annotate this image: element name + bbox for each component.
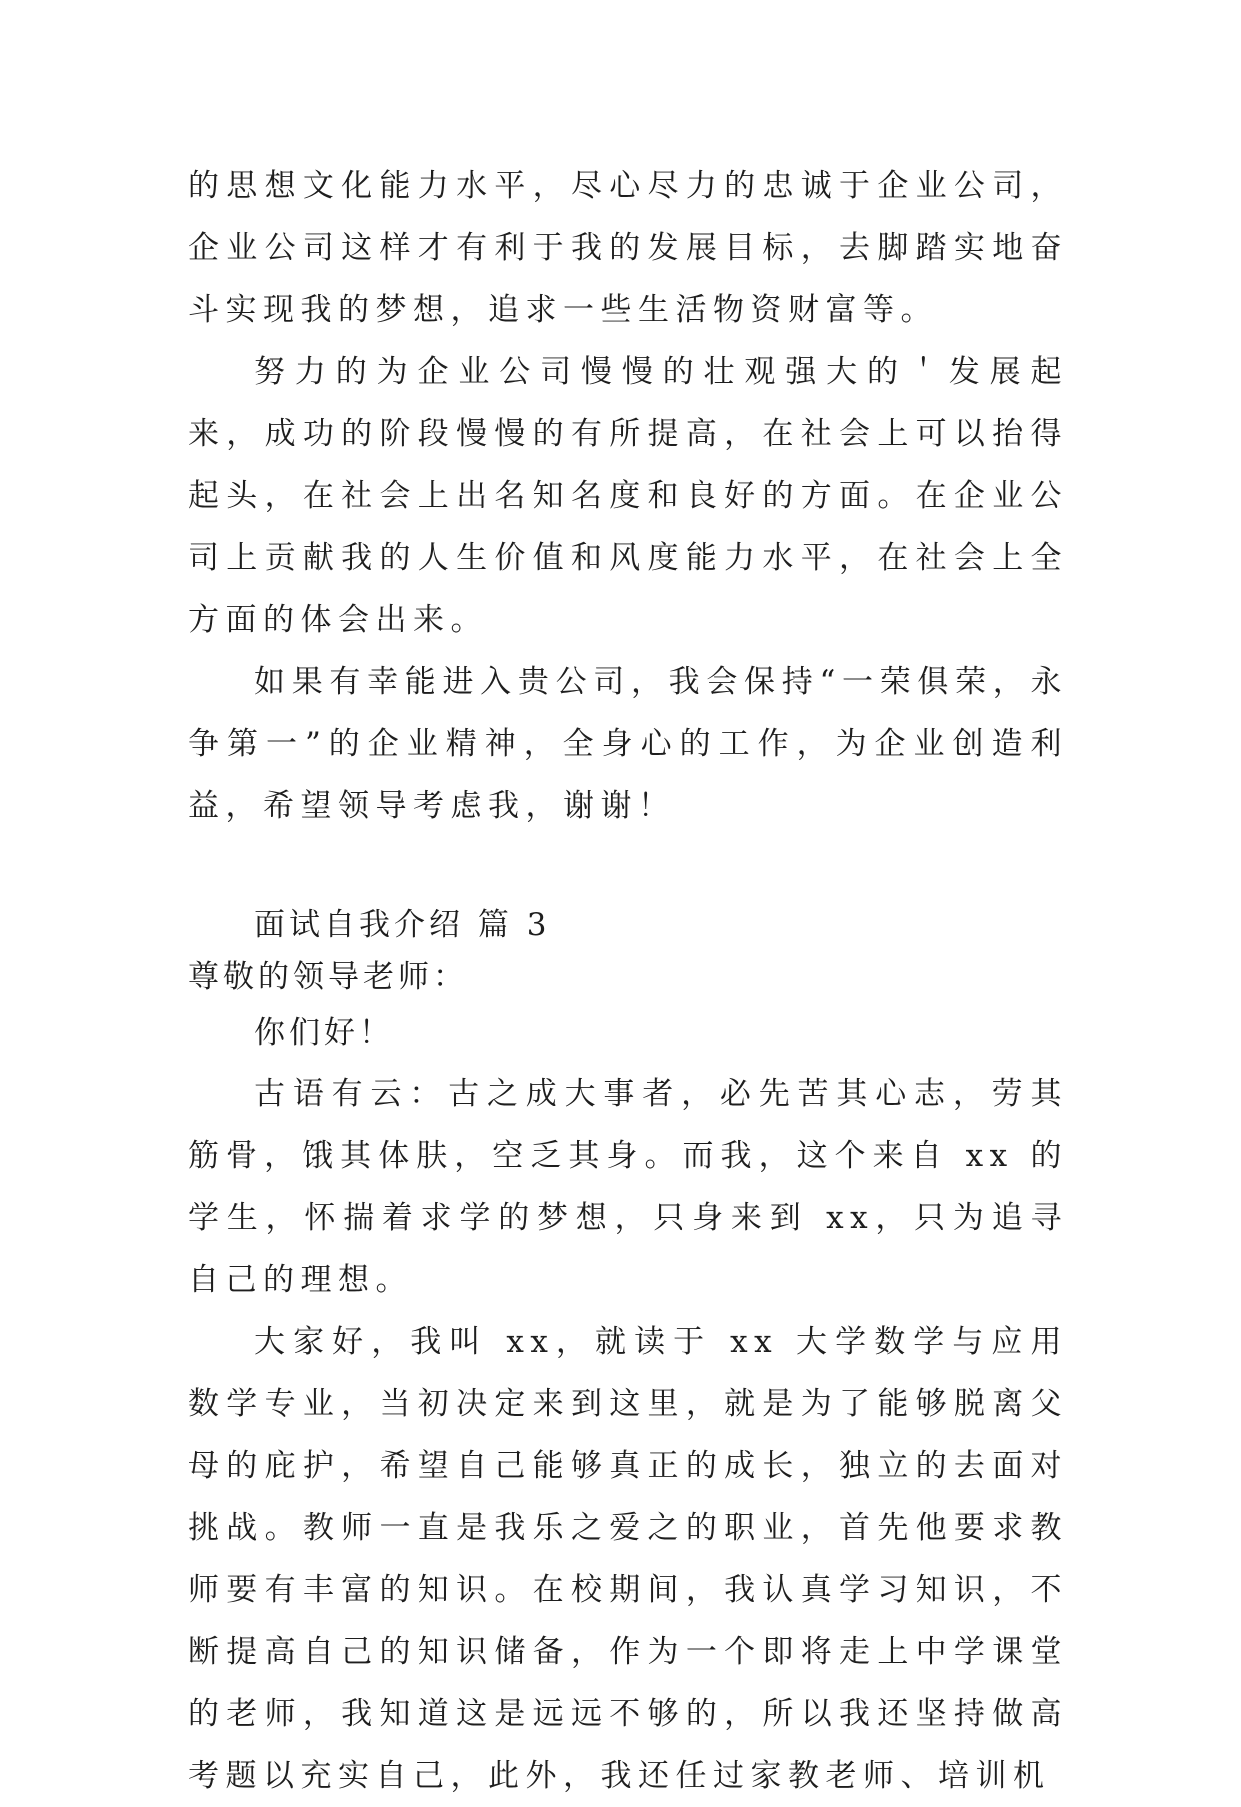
section-heading: 面试自我介绍 篇 3 (254, 907, 551, 943)
paragraph-continued: 的思想文化能力水平，尽心尽力的忠诚于企业公司，企业公司这样才有利于我的发展目标，去脚踏实地奋斗实现我的梦想，追求一些生活物资财富等。 (188, 168, 1068, 328)
paragraph-closing: 如果有幸能进入贵公司，我会保持“一荣俱荣，永争第一”的企业精神，全身心的工作，为企业创造利益，希望领导考虑我，谢谢！ (188, 664, 1068, 824)
section-spacer (188, 837, 1068, 899)
paragraph-development: 努力的为企业公司慢慢的壮观强大的＇发展起来，成功的阶段慢慢的有所提高，在社会上可以抬得起头，在社会上出名知名度和良好的方面。在企业公司上贡献我的人生价值和风度能力水平，在社会上全方面的体会出来。 (188, 354, 1068, 638)
paragraph-proverb: 古语有云：古之成大事者，必先苦其心志，劳其筋骨，饿其体肤，空乏其身。而我，这个来自 xx 的学生，怀揣着求学的梦想，只身来到 xx，只为追寻自己的理想。 (188, 1076, 1068, 1298)
salutation: 尊敬的领导老师： (188, 959, 468, 995)
greeting: 你们好！ (254, 1015, 394, 1051)
document-body (188, 155, 1068, 1807)
paragraph-introduction: 大家好，我叫 xx，就读于 xx 大学数学与应用数学专业，当初决定来到这里，就是为了能够脱离父母的庇护，希望自己能够真正的成长，独立的去面对挑战。教师一直是我乐之爱之的职业，首先他要求教师要有丰富的知识。在校期间，我认真学习知识，不断提高自己的知识储备，作为一个即将走上中学课堂的老师，我知道这是远远不够的，所以我还坚持做高考题以充实自己，此外，我还任过家教老师、培训机 (188, 1324, 1068, 1794)
